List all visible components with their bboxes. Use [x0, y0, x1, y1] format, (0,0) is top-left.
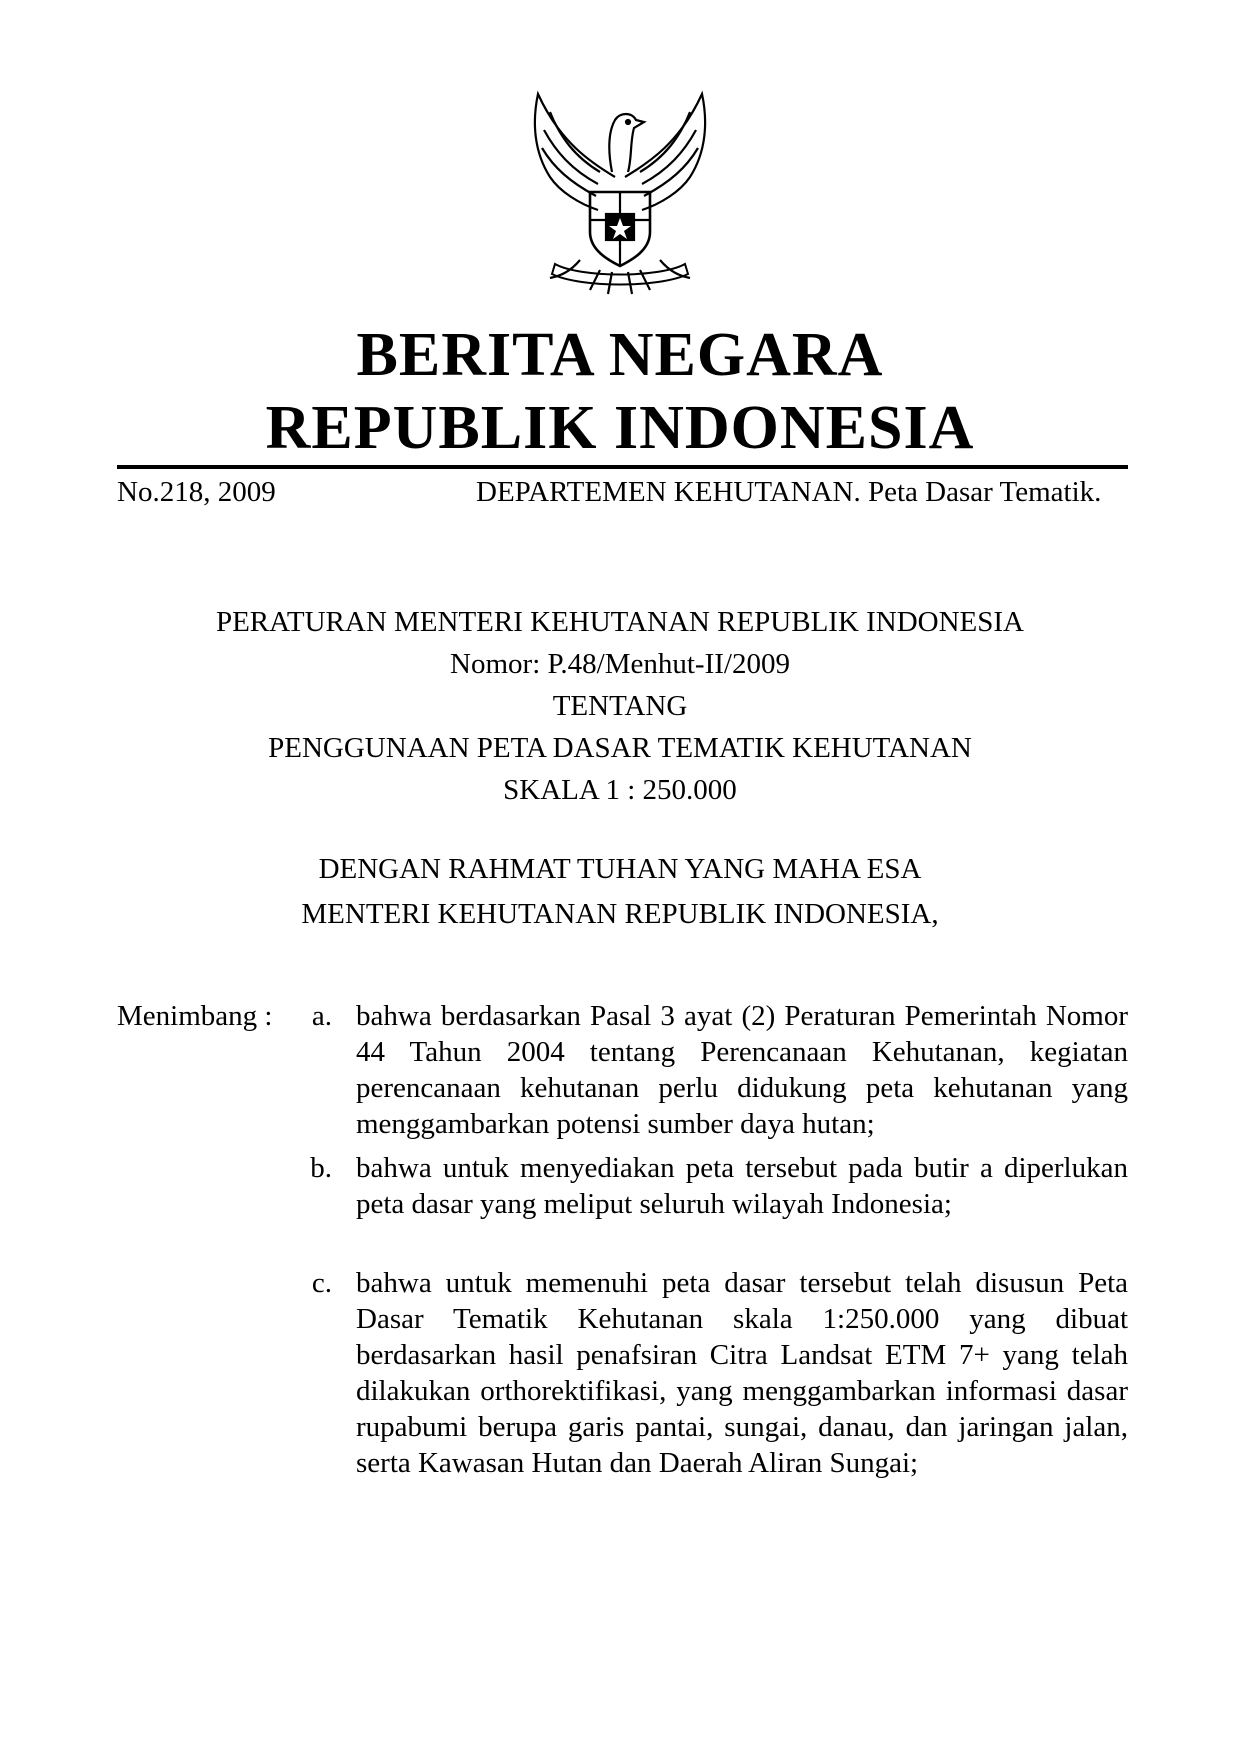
consideration-text-a: bahwa berdasarkan Pasal 3 ayat (2) Peraturan Pemerintah Nomor 44 Tahun 2004 tentang Perencanaan Kehutanan, kegiatan perencanaan kehutanan perlu didukung peta kehutanan yang menggambarkan potensi sumber daya hutan; — [356, 1000, 1128, 1140]
header-divider — [117, 465, 1128, 469]
consideration-text-c: bahwa untuk memenuhi peta dasar tersebut telah disusun Peta Dasar Tematik Kehutanan skala 1:250.000 yang dibuat berdasarkan hasil penafsiran Citra Landsat ETM 7+ yang telah dilakukan orthorektifikasi, yang menggambarkan informasi dasar rupabumi berupa garis pantai, sungai, danau, dan jaringan jalan, serta Kawasan Hutan dan Daerah Aliran Sungai; — [356, 1267, 1128, 1479]
regulation-number: Nomor: P.48/Menhut-II/2009 — [450, 648, 790, 680]
regulation-subject: PENGGUNAAN PETA DASAR TEMATIK KEHUTANAN — [268, 732, 972, 764]
masthead-title-line1: BERITA NEGARA — [356, 321, 884, 389]
consideration-letter-b: b. — [310, 1152, 332, 1184]
garuda-emblem — [520, 82, 720, 302]
considerations-label: Menimbang : — [117, 1000, 273, 1032]
consideration-letter-c: c. — [311, 1267, 332, 1299]
regulation-scale: SKALA 1 : 250.000 — [503, 774, 737, 806]
regulation-title: PERATURAN MENTERI KEHUTANAN REPUBLIK INDONESIA — [215, 606, 1025, 638]
issue-subject: DEPARTEMEN KEHUTANAN. Peta Dasar Tematik. — [476, 476, 1102, 508]
issue-number: No.218, 2009 — [117, 476, 276, 508]
masthead-title-line2: REPUBLIK INDONESIA — [265, 394, 975, 462]
consideration-letter-a: a. — [311, 1000, 332, 1032]
regulation-about: TENTANG — [552, 690, 688, 722]
preamble-line1: DENGAN RAHMAT TUHAN YANG MAHA ESA — [318, 853, 922, 885]
preamble-line2: MENTERI KEHUTANAN REPUBLIK INDONESIA, — [301, 898, 939, 930]
consideration-text-b: bahwa untuk menyediakan peta tersebut pada butir a diperlukan peta dasar yang meliput seluruh wilayah Indonesia; — [356, 1152, 1128, 1220]
garuda-emblem-graphic — [520, 82, 720, 302]
